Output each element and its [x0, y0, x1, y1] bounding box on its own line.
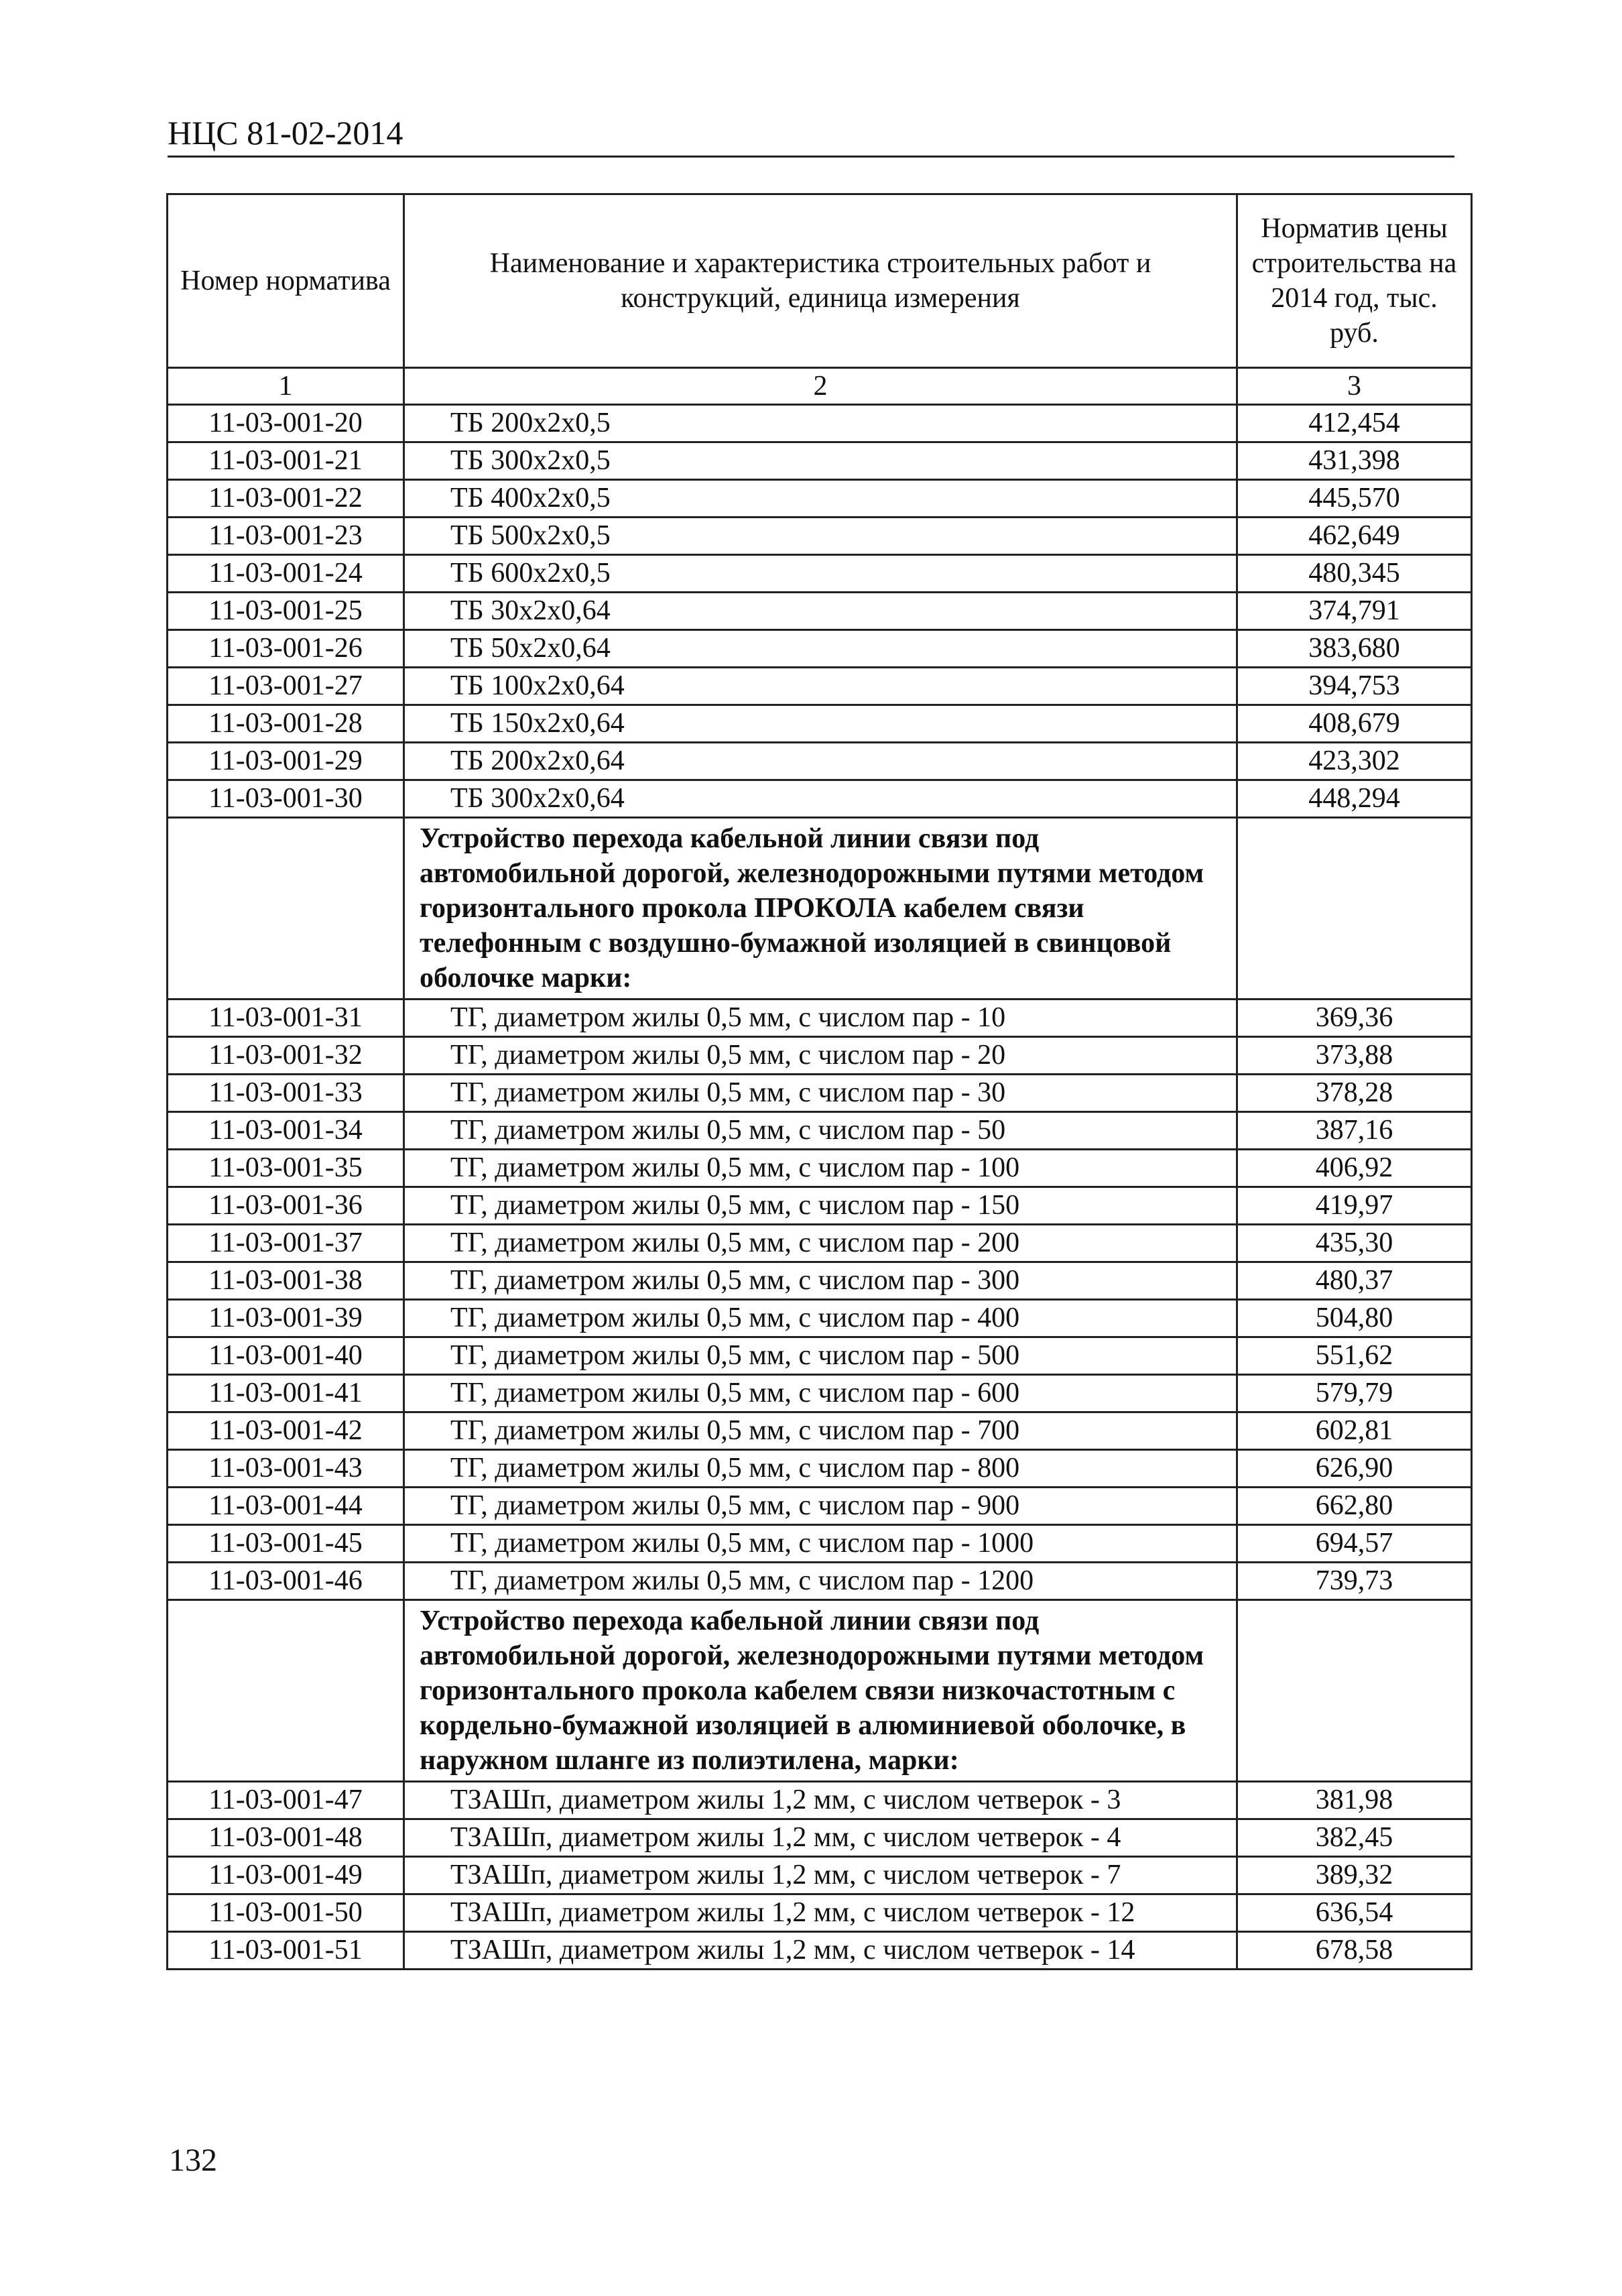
norm-code: 11-03-001-40 [168, 1337, 404, 1375]
norm-price: 662,80 [1237, 1488, 1472, 1525]
work-name: ТБ 30х2х0,64 [404, 593, 1237, 630]
norm-price: 579,79 [1237, 1375, 1472, 1412]
norm-price: 381,98 [1237, 1782, 1472, 1819]
table-row [168, 405, 1472, 442]
norm-code: 11-03-001-50 [168, 1894, 404, 1932]
work-name: ТГ, диаметром жилы 0,5 мм, с числом пар - 900 [404, 1488, 1237, 1525]
norm-code: 11-03-001-33 [168, 1075, 404, 1112]
work-name: ТГ, диаметром жилы 0,5 мм, с числом пар - 50 [404, 1112, 1237, 1150]
empty-cell [168, 818, 404, 1000]
work-name: ТГ, диаметром жилы 0,5 мм, с числом пар - 600 [404, 1375, 1237, 1412]
work-name: ТЗАШп, диаметром жилы 1,2 мм, с числом четверок - 3 [404, 1782, 1237, 1819]
norm-price: 551,62 [1237, 1337, 1472, 1375]
work-name: ТЗАШп, диаметром жилы 1,2 мм, с числом четверок - 12 [404, 1894, 1237, 1932]
table-row [168, 1225, 1472, 1262]
table-body [168, 405, 1472, 1970]
work-name: ТБ 500х2х0,5 [404, 518, 1237, 555]
table-row [168, 668, 1472, 705]
norm-price: 445,570 [1237, 480, 1472, 518]
work-name: ТГ, диаметром жилы 0,5 мм, с числом пар - 10 [404, 1000, 1237, 1037]
norm-price: 373,88 [1237, 1037, 1472, 1075]
norm-price: 626,90 [1237, 1450, 1472, 1488]
work-name: ТГ, диаметром жилы 0,5 мм, с числом пар - 100 [404, 1150, 1237, 1187]
table-row [168, 1337, 1472, 1375]
table-row [168, 1857, 1472, 1894]
norm-code: 11-03-001-26 [168, 630, 404, 668]
page-number: 132 [169, 2142, 217, 2178]
work-name: ТБ 300х2х0,64 [404, 780, 1237, 818]
norm-code: 11-03-001-28 [168, 705, 404, 743]
norm-price: 406,92 [1237, 1150, 1472, 1187]
norms-table [166, 193, 1473, 1970]
column-number-1: 1 [168, 368, 404, 405]
table-row [168, 1782, 1472, 1819]
norm-price: 435,30 [1237, 1225, 1472, 1262]
norm-price: 378,28 [1237, 1075, 1472, 1112]
norm-code: 11-03-001-34 [168, 1112, 404, 1150]
table-row [168, 1450, 1472, 1488]
header-name: Наименование и характеристика строительных работ и конструкций, единица измерения [404, 194, 1237, 368]
table-row [168, 1894, 1472, 1932]
work-name: ТГ, диаметром жилы 0,5 мм, с числом пар - 800 [404, 1450, 1237, 1488]
norm-price: 480,37 [1237, 1262, 1472, 1300]
table-row [168, 1187, 1472, 1225]
work-name: ТЗАШп, диаметром жилы 1,2 мм, с числом четверок - 7 [404, 1857, 1237, 1894]
table-row [168, 1412, 1472, 1450]
norm-code: 11-03-001-22 [168, 480, 404, 518]
norm-code: 11-03-001-37 [168, 1225, 404, 1262]
norm-price: 383,680 [1237, 630, 1472, 668]
norm-price: 374,791 [1237, 593, 1472, 630]
norm-price: 419,97 [1237, 1187, 1472, 1225]
norm-price: 408,679 [1237, 705, 1472, 743]
table-row [168, 1112, 1472, 1150]
work-name: ТГ, диаметром жилы 0,5 мм, с числом пар - 20 [404, 1037, 1237, 1075]
norm-price: 412,454 [1237, 405, 1472, 442]
table-row [168, 518, 1472, 555]
norm-code: 11-03-001-51 [168, 1932, 404, 1970]
work-name: ТБ 300х2х0,5 [404, 442, 1237, 480]
norm-code: 11-03-001-23 [168, 518, 404, 555]
table-row [168, 705, 1472, 743]
norm-code: 11-03-001-20 [168, 405, 404, 442]
norm-code: 11-03-001-44 [168, 1488, 404, 1525]
work-name: ТБ 50х2х0,64 [404, 630, 1237, 668]
norm-code: 11-03-001-39 [168, 1300, 404, 1337]
work-name: ТБ 600х2х0,5 [404, 555, 1237, 593]
table-header-row [168, 194, 1472, 368]
empty-cell [1237, 1600, 1472, 1782]
column-numbers-row [168, 368, 1472, 405]
empty-cell [168, 1600, 404, 1782]
column-number-3: 3 [1237, 368, 1472, 405]
norm-price: 387,16 [1237, 1112, 1472, 1150]
table-row [168, 1150, 1472, 1187]
norm-code: 11-03-001-30 [168, 780, 404, 818]
table-row [168, 1375, 1472, 1412]
norm-price: 462,649 [1237, 518, 1472, 555]
norm-code: 11-03-001-49 [168, 1857, 404, 1894]
table-row [168, 480, 1472, 518]
table-row [168, 1037, 1472, 1075]
norm-price: 448,294 [1237, 780, 1472, 818]
work-name: ТГ, диаметром жилы 0,5 мм, с числом пар - 150 [404, 1187, 1237, 1225]
work-name: ТЗАШп, диаметром жилы 1,2 мм, с числом четверок - 4 [404, 1819, 1237, 1857]
work-name: ТГ, диаметром жилы 0,5 мм, с числом пар - 500 [404, 1337, 1237, 1375]
work-name: ТБ 150х2х0,64 [404, 705, 1237, 743]
table-row [168, 442, 1472, 480]
norm-price: 602,81 [1237, 1412, 1472, 1450]
section-heading: Устройство перехода кабельной линии связи под автомобильной дорогой, железнодорожными путями методом горизонтального прокола ПРОКОЛА кабелем связи телефонным с воздушно-бумажной изоляцией в свинцовой оболочке марки: [404, 818, 1237, 1000]
work-name: ТБ 200х2х0,64 [404, 743, 1237, 780]
norm-code: 11-03-001-31 [168, 1000, 404, 1037]
norm-code: 11-03-001-46 [168, 1563, 404, 1600]
norm-price: 694,57 [1237, 1525, 1472, 1563]
work-name: ТБ 400х2х0,5 [404, 480, 1237, 518]
norm-code: 11-03-001-41 [168, 1375, 404, 1412]
table-row [168, 1563, 1472, 1600]
table-row [168, 630, 1472, 668]
table-row [168, 1262, 1472, 1300]
norm-price: 423,302 [1237, 743, 1472, 780]
work-name: ТГ, диаметром жилы 0,5 мм, с числом пар - 700 [404, 1412, 1237, 1450]
norm-code: 11-03-001-35 [168, 1150, 404, 1187]
document-code: НЦС 81-02-2014 [168, 114, 403, 152]
work-name: ТБ 200х2х0,5 [404, 405, 1237, 442]
norm-code: 11-03-001-43 [168, 1450, 404, 1488]
norm-code: 11-03-001-27 [168, 668, 404, 705]
table-row [168, 1819, 1472, 1857]
norm-code: 11-03-001-47 [168, 1782, 404, 1819]
table-row [168, 1932, 1472, 1970]
norm-price: 394,753 [1237, 668, 1472, 705]
work-name: ТГ, диаметром жилы 0,5 мм, с числом пар - 300 [404, 1262, 1237, 1300]
norm-price: 636,54 [1237, 1894, 1472, 1932]
work-name: ТГ, диаметром жилы 0,5 мм, с числом пар - 200 [404, 1225, 1237, 1262]
section-heading-row [168, 818, 1472, 1000]
norm-price: 739,73 [1237, 1563, 1472, 1600]
norm-price: 431,398 [1237, 442, 1472, 480]
norm-code: 11-03-001-29 [168, 743, 404, 780]
table-row [168, 1000, 1472, 1037]
table-row [168, 1300, 1472, 1337]
norm-code: 11-03-001-48 [168, 1819, 404, 1857]
column-number-2: 2 [404, 368, 1237, 405]
norm-code: 11-03-001-42 [168, 1412, 404, 1450]
norm-code: 11-03-001-45 [168, 1525, 404, 1563]
work-name: ТГ, диаметром жилы 0,5 мм, с числом пар - 1000 [404, 1525, 1237, 1563]
norm-price: 480,345 [1237, 555, 1472, 593]
empty-cell [1237, 818, 1472, 1000]
norm-price: 382,45 [1237, 1819, 1472, 1857]
section-heading-row [168, 1600, 1472, 1782]
norm-price: 369,36 [1237, 1000, 1472, 1037]
table-row [168, 1525, 1472, 1563]
norm-code: 11-03-001-38 [168, 1262, 404, 1300]
norm-price: 678,58 [1237, 1932, 1472, 1970]
table-row [168, 743, 1472, 780]
table-row [168, 780, 1472, 818]
norm-code: 11-03-001-25 [168, 593, 404, 630]
work-name: ТГ, диаметром жилы 0,5 мм, с числом пар - 1200 [404, 1563, 1237, 1600]
norm-price: 389,32 [1237, 1857, 1472, 1894]
table-row [168, 1488, 1472, 1525]
norm-code: 11-03-001-21 [168, 442, 404, 480]
section-heading: Устройство перехода кабельной линии связи под автомобильной дорогой, железнодорожными путями методом горизонтального прокола кабелем связи низкочастотным с кордельно-бумажной изоляцией в алюминиевой оболочке, в наружном шланге из полиэтилена, марки: [404, 1600, 1237, 1782]
norm-price: 504,80 [1237, 1300, 1472, 1337]
norm-code: 11-03-001-24 [168, 555, 404, 593]
table-row [168, 1075, 1472, 1112]
work-name: ТЗАШп, диаметром жилы 1,2 мм, с числом четверок - 14 [404, 1932, 1237, 1970]
table-row [168, 555, 1472, 593]
header-number: Номер норматива [168, 194, 404, 368]
work-name: ТГ, диаметром жилы 0,5 мм, с числом пар - 30 [404, 1075, 1237, 1112]
work-name: ТБ 100х2х0,64 [404, 668, 1237, 705]
table-row [168, 593, 1472, 630]
document-header [168, 114, 1454, 158]
header-price: Норматив цены строительства на 2014 год, тыс. руб. [1237, 194, 1472, 368]
work-name: ТГ, диаметром жилы 0,5 мм, с числом пар - 400 [404, 1300, 1237, 1337]
norm-code: 11-03-001-32 [168, 1037, 404, 1075]
norm-code: 11-03-001-36 [168, 1187, 404, 1225]
